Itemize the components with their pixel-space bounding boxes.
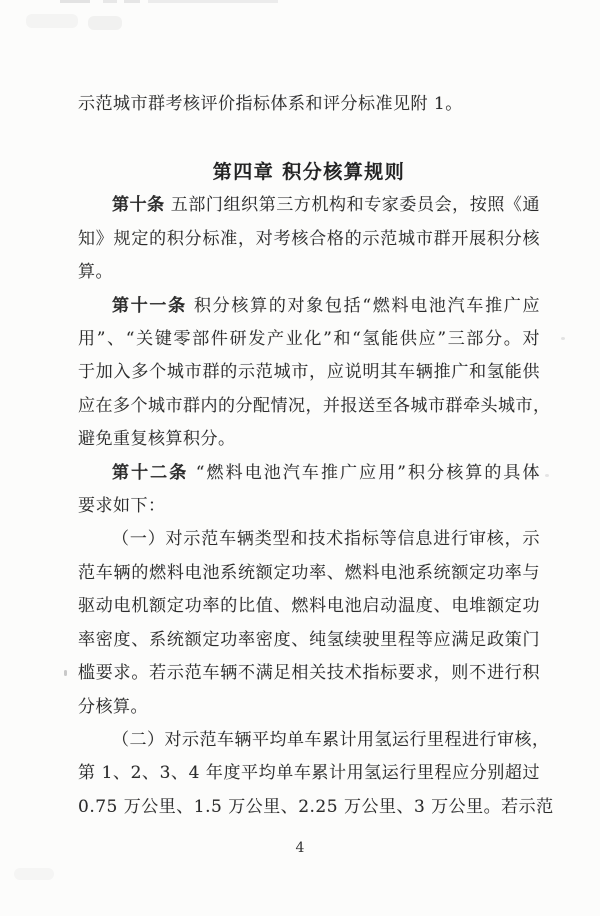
line-text: （二）对示范车辆平均单车累计用氢运行里程进行审核， xyxy=(112,729,550,750)
text-line-item-2 xyxy=(78,724,550,757)
article-number: 第十一条 xyxy=(112,295,187,316)
text-line-item-1 xyxy=(78,523,540,556)
scan-artifact xyxy=(545,474,549,477)
line-text: 应在多个城市群内的分配情况，并报送至各城市群牵头城市， xyxy=(78,395,551,416)
line-text: 要求如下： xyxy=(78,496,166,517)
paragraph-continuation-line: 示范城市群考核评价指标体系和评分标准见附 1。 xyxy=(78,94,463,114)
text-line-item-1 xyxy=(78,590,540,623)
scan-artifact xyxy=(14,868,54,880)
text-line-article-10 xyxy=(78,223,540,256)
text-line-article-12 xyxy=(78,457,540,490)
scan-artifact xyxy=(148,0,278,3)
line-text: 范车辆的燃料电池系统额定功率、燃料电池系统额定功率与 xyxy=(78,562,540,583)
line-text: “燃料电池汽车推广应用”积分核算的具体 xyxy=(188,462,540,483)
line-text: 分核算。 xyxy=(78,696,148,717)
line-text: 率密度、系统额定功率密度、纯氢续驶里程等应满足政策门 xyxy=(78,629,540,650)
document-content xyxy=(78,88,554,824)
line-text: 积分核算的对象包括“燃料电池汽车推广应 xyxy=(186,295,540,316)
text-line-item-1 xyxy=(78,657,540,690)
text-line-article-11 xyxy=(78,323,540,356)
scan-artifact xyxy=(60,0,90,3)
article-number: 第十条 xyxy=(112,195,165,216)
line-text: 用”、“关键零部件研发产业化”和“氢能供应”三部分。对 xyxy=(78,329,540,350)
line-text: 0.75 万公里、1.5 万公里、2.25 万公里、3 万公里。若示范 xyxy=(78,796,554,817)
article-number: 第十二条 xyxy=(112,462,189,483)
text-line-article-11 xyxy=(78,290,540,323)
text-line-item-1 xyxy=(78,624,540,657)
page-number: 4 xyxy=(295,840,305,856)
scan-artifact xyxy=(88,16,122,30)
text-line-item-1 xyxy=(78,691,540,724)
text-line-article-10 xyxy=(78,189,540,222)
line-text: 五部门组织第三方机构和专家委员会，按照《通 xyxy=(164,195,541,216)
text-line-item-2 xyxy=(78,791,554,824)
text-line-article-12 xyxy=(78,490,540,523)
line-text: 槛要求。若示范车辆不满足相关技术指标要求，则不进行积 xyxy=(78,663,540,684)
scan-artifact xyxy=(64,670,67,676)
text-line-article-11 xyxy=(78,356,540,389)
chapter-heading: 第四章 积分核算规则 xyxy=(212,161,406,184)
scan-artifact xyxy=(26,14,78,28)
scan-artifact xyxy=(561,337,565,340)
line-text: 驱动电机额定功率的比值、燃料电池启动温度、电堆额定功 xyxy=(78,596,540,617)
line-text: 第 1、2、3、4 年度平均单车累计用氢运行里程应分别超过 xyxy=(78,763,540,784)
document-body xyxy=(78,189,554,824)
line-text: 于加入多个城市群的示范城市，应说明其车辆推广和氢能供 xyxy=(78,362,540,383)
line-text: 知》规定的积分标准，对考核合格的示范城市群开展积分核 xyxy=(78,228,540,249)
scan-artifact xyxy=(124,0,140,3)
text-line-article-10 xyxy=(78,256,540,289)
line-text: 算。 xyxy=(78,262,113,283)
text-line-item-1 xyxy=(78,557,540,590)
line-text: 避免重复核算积分。 xyxy=(78,429,236,450)
text-line-item-2 xyxy=(78,757,540,790)
text-line-article-11 xyxy=(78,423,540,456)
scan-artifact xyxy=(103,0,117,3)
text-line-article-11 xyxy=(78,390,551,423)
line-text: （一）对示范车辆类型和技术指标等信息进行审核，示 xyxy=(112,529,540,550)
